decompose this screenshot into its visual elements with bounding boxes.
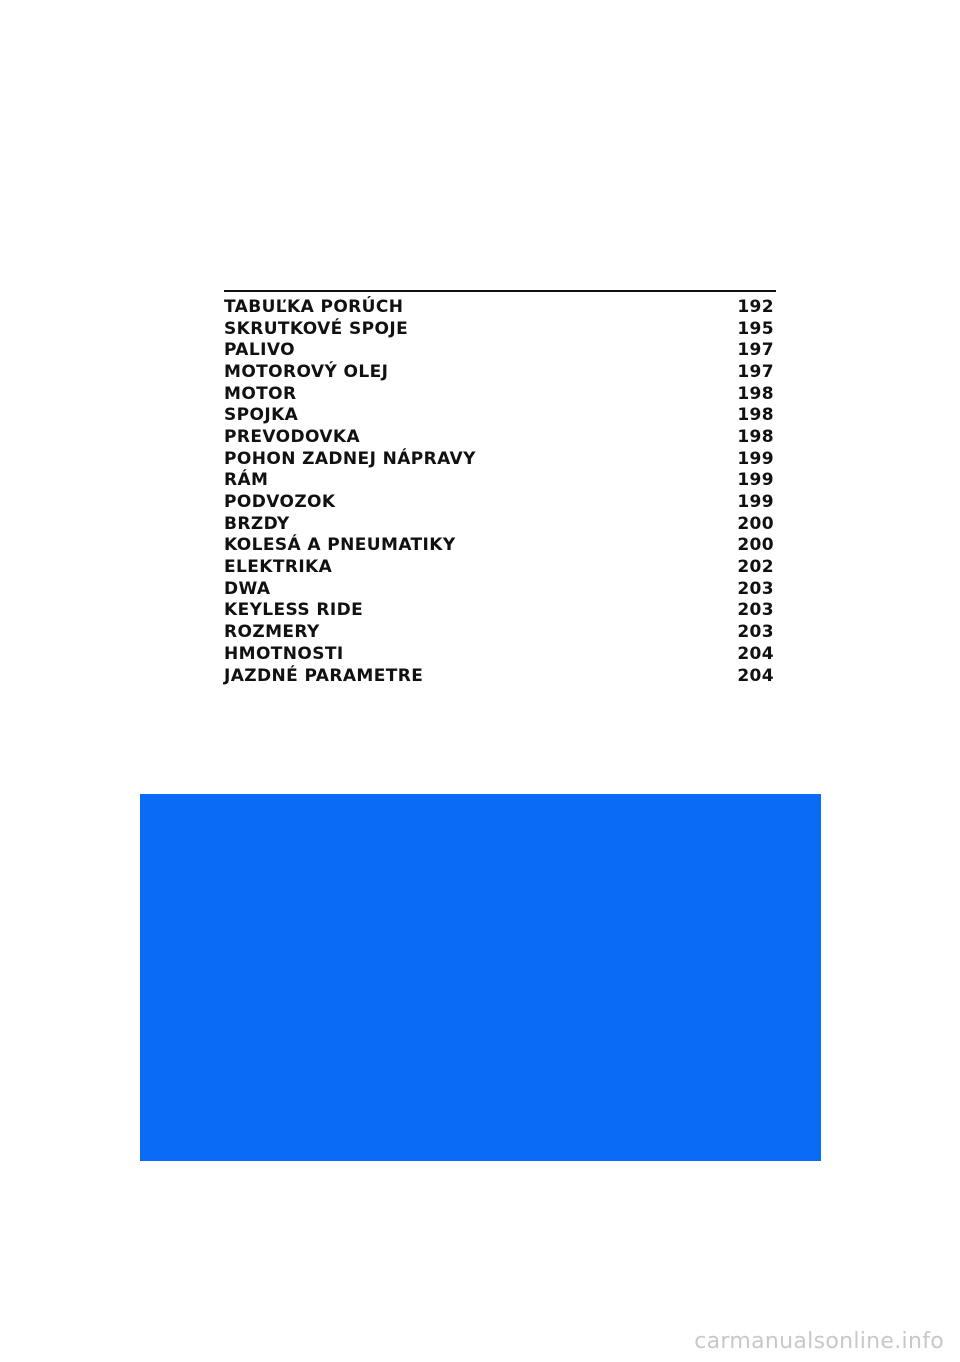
toc-title: HMOTNOSTI xyxy=(224,643,344,664)
toc-title: TABUĽKA PORÚCH xyxy=(224,296,404,317)
toc-row[interactable] xyxy=(224,426,776,448)
toc-title: SPOJKA xyxy=(224,405,299,426)
toc-row[interactable] xyxy=(224,491,776,513)
toc-title: BRZDY xyxy=(224,513,290,534)
toc-page-number: 200 xyxy=(737,513,774,534)
toc-row[interactable] xyxy=(224,361,776,383)
toc-row[interactable] xyxy=(224,513,776,535)
toc-title: DWA xyxy=(224,578,271,599)
table-of-contents xyxy=(224,290,776,686)
toc-row[interactable] xyxy=(224,578,776,600)
toc-row[interactable] xyxy=(224,296,776,318)
toc-title: PODVOZOK xyxy=(224,492,336,513)
toc-page-number: 198 xyxy=(737,426,774,447)
toc-title: PREVODOVKA xyxy=(224,426,361,447)
toc-row[interactable] xyxy=(224,383,776,405)
toc-page-number: 199 xyxy=(737,470,774,491)
toc-page-number: 202 xyxy=(737,557,774,578)
toc-row[interactable] xyxy=(224,404,776,426)
toc-title: KOLESÁ A PNEUMATIKY xyxy=(224,535,456,556)
toc-page-number: 204 xyxy=(737,643,774,664)
toc-page-number: 197 xyxy=(737,340,774,361)
toc-page-number: 200 xyxy=(737,535,774,556)
toc-title: MOTOR xyxy=(224,383,297,404)
toc-title: ROZMERY xyxy=(224,622,320,643)
toc-page-number: 203 xyxy=(737,600,774,621)
toc-row[interactable] xyxy=(224,470,776,492)
toc-page-number: 199 xyxy=(737,492,774,513)
toc-page-number: 192 xyxy=(737,296,774,317)
toc-row[interactable] xyxy=(224,556,776,578)
toc-page-number: 203 xyxy=(737,622,774,643)
toc-title: POHON ZADNEJ NÁPRAVY xyxy=(224,448,476,469)
toc-title: JAZDNÉ PARAMETRE xyxy=(224,665,424,686)
watermark-text: carmanualsonline.info xyxy=(694,1329,944,1354)
toc-row[interactable] xyxy=(224,535,776,557)
toc-title: ELEKTRIKA xyxy=(224,557,333,578)
toc-page-number: 198 xyxy=(737,383,774,404)
toc-row[interactable] xyxy=(224,600,776,622)
toc-title: KEYLESS RIDE xyxy=(224,600,364,621)
toc-title: RÁM xyxy=(224,470,269,491)
blue-panel xyxy=(140,794,821,1161)
toc-title: SKRUTKOVÉ SPOJE xyxy=(224,318,409,339)
toc-row[interactable] xyxy=(224,318,776,340)
toc-row[interactable] xyxy=(224,665,776,687)
toc-row[interactable] xyxy=(224,643,776,665)
toc-page-number: 195 xyxy=(737,318,774,339)
toc-page-number: 198 xyxy=(737,405,774,426)
toc-page-number: 203 xyxy=(737,578,774,599)
toc-page-number: 204 xyxy=(737,665,774,686)
toc-title: MOTOROVÝ OLEJ xyxy=(224,361,389,382)
toc-page-number: 197 xyxy=(737,361,774,382)
toc-row[interactable] xyxy=(224,621,776,643)
toc-page-number: 199 xyxy=(737,448,774,469)
toc-row[interactable] xyxy=(224,339,776,361)
toc-title: PALIVO xyxy=(224,340,295,361)
toc-row[interactable] xyxy=(224,448,776,470)
